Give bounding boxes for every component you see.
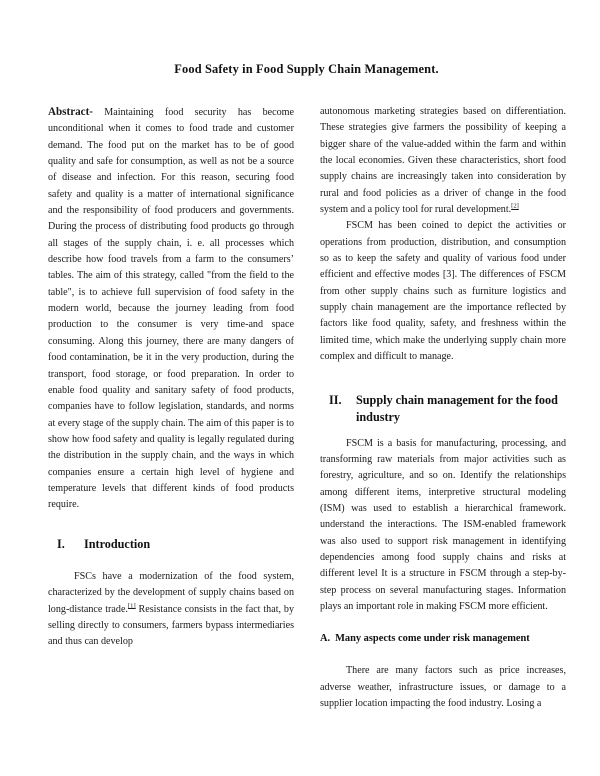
citation-marker-2[interactable]: [2] [511, 202, 519, 210]
section-title: Introduction [84, 536, 151, 551]
right-paragraph-2: FSCM has been coined to depict the activities or operations from production, distribution, and consumption so as to keep the safety and quality of various food under efficient and effective modes [3]. The differences of FSCM from other supply chains such as furniture logistics and supply chain management are the importance reflected by factors like food quality, safety, and freshness within the limited time, which make the underlying supply chain more complex and difficult to manage. [320, 220, 566, 363]
right-paragraph-3: FSCM is a basis for manufacturing, processing, and transforming raw materials from major activities such as forestry, agriculture, and so on. Identify the relationships among different items, interpretive structural modeling (ISM) was used to establish a hierarchical framework. understand the interactions. The ISM-enabled framework was also used to support risk management in identifying dependencies among food supply chains and risks at different level It is a structure in FSCM through a step-by-step process on several manufacturing stages. Information plays an important role in making FSCM more efficient. [320, 437, 566, 612]
two-column-body [48, 104, 566, 764]
citation-marker-1[interactable]: [1] [127, 602, 136, 610]
intro-text-part-1: FSCs have a modernization of the food system, characterized by the development of supply chains based on long-distance trade. [48, 571, 294, 615]
introduction-paragraph [48, 569, 294, 651]
subsection-number: A. [320, 633, 331, 645]
section-number: II. [329, 392, 342, 407]
abstract-paragraph [48, 104, 294, 514]
abstract-text: Maintaining food security has become unconditional when it comes to food trade and customer demand. The food put on the market has to be of good quality and safe for consumption, as well as not be a source of disease and infection. For this reason, securing food safety and quality is a matter of international significance and the responsibility of food producers and governments. During the process of distributing food products go through all stages of the supply chain, i. e. all processes which describe how food travels from a farm to the consumers’ tables. The aim of this strategy, called "from the field to the table", is to achieve full supervision of food safety in the modern world, because the journey leading from food production to the consumer is very time-and space consuming. Along this journey, there are many dangers of food contamination, be it in the very production, during the transport, food storage, or food preparation. In order to enable food quality and sanitary safety of food products, companies have to follow legislation, standards, and norms at every stage of the supply chain. The aim of this paper is to show how food safety and quality is legally regulated during the distribution in the supply chain, and the ways in which companies ensure a certain high level of hygiene and temperature levels that different kinds of food products require. [48, 107, 294, 511]
intro-text-part-2: Resistance consists in the fact that, by selling directly to consumers, farmers bypass intermediaries and thus can develop [48, 603, 294, 648]
spacer [48, 553, 294, 569]
right-paragraph-4: There are many factors such as price increases, adverse weather, infrastructure issues, or damage to a supplier location impacting the food industry. Losing a [320, 665, 566, 709]
subsection-heading-risk-management [320, 631, 566, 647]
section-number: I. [57, 536, 65, 551]
spacer [320, 647, 566, 663]
left-column [48, 104, 294, 764]
section-heading-introduction [48, 536, 294, 554]
spacer [320, 615, 566, 631]
right-para-1-text: autonomous marketing strategies based on differentiation. These strategies give farmers the possibility of keeping a bigger share of the value-added within the farm and within the local economies. Given these characteristics, short food supply chains are increasingly taken into consideration by rural and food policies as a driver of change in the food system and a policy tool for rural development. [320, 106, 566, 216]
subsection-title: Many aspects come under risk management [335, 633, 530, 645]
spacer [320, 366, 566, 392]
page-title: Food Safety in Food Supply Chain Management. [174, 62, 439, 76]
right-paragraph-1 [320, 104, 566, 218]
section-heading-supply-chain-management [320, 392, 566, 427]
right-column [320, 104, 566, 764]
spacer [320, 427, 566, 436]
section-title: Supply chain management for the food industry [356, 392, 558, 424]
spacer [48, 514, 294, 536]
abstract-label: Abstract- [48, 106, 93, 118]
